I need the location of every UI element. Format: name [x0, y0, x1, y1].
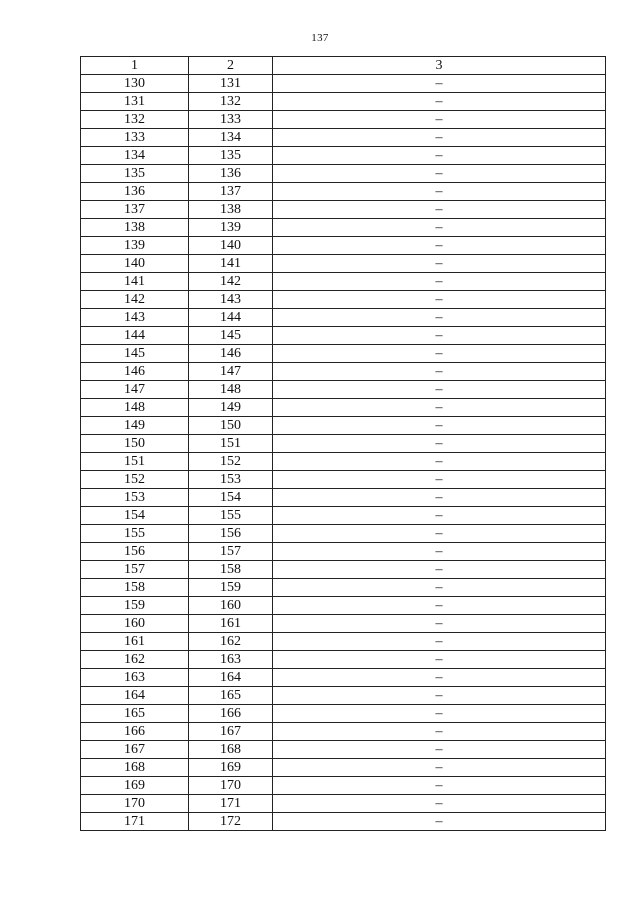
table-cell-col-2: 160 [189, 597, 273, 615]
table-cell-col-2: 139 [189, 219, 273, 237]
table-cell-col-2: 166 [189, 705, 273, 723]
table-row [81, 633, 606, 651]
table-row [81, 183, 606, 201]
table-cell-col-1: 159 [81, 597, 189, 615]
table-row [81, 759, 606, 777]
table-cell-col-1: 142 [81, 291, 189, 309]
table-cell-col-3: – [273, 759, 606, 777]
table-cell-col-3: – [273, 399, 606, 417]
table-cell-col-2: 161 [189, 615, 273, 633]
table-cell-col-1: 171 [81, 813, 189, 831]
table-row [81, 129, 606, 147]
table-cell-col-1: 170 [81, 795, 189, 813]
table-cell-col-3: – [273, 435, 606, 453]
table-cell-col-1: 139 [81, 237, 189, 255]
table-cell-col-3: – [273, 471, 606, 489]
table-cell-col-1: 168 [81, 759, 189, 777]
table-row [81, 777, 606, 795]
table-cell-col-2: 142 [189, 273, 273, 291]
table-cell-col-2: 146 [189, 345, 273, 363]
table-cell-col-3: – [273, 255, 606, 273]
table-cell-col-1: 162 [81, 651, 189, 669]
table-cell-col-2: 154 [189, 489, 273, 507]
table-cell-col-2: 171 [189, 795, 273, 813]
table-cell-col-2: 163 [189, 651, 273, 669]
table-cell-col-1: 160 [81, 615, 189, 633]
table-cell-col-1: 157 [81, 561, 189, 579]
table-cell-col-1: 136 [81, 183, 189, 201]
table-cell-col-2: 141 [189, 255, 273, 273]
table-cell-col-1: 131 [81, 93, 189, 111]
table-row [81, 561, 606, 579]
table-cell-col-2: 132 [189, 93, 273, 111]
table-cell-col-2: 134 [189, 129, 273, 147]
table-cell-col-1: 154 [81, 507, 189, 525]
table-cell-col-1: 161 [81, 633, 189, 651]
table-cell-col-3: – [273, 669, 606, 687]
table-cell-col-3: – [273, 525, 606, 543]
table-cell-col-3: – [273, 219, 606, 237]
table-row [81, 687, 606, 705]
table-cell-col-1: 164 [81, 687, 189, 705]
table-cell-col-3: – [273, 561, 606, 579]
table-row [81, 399, 606, 417]
table-cell-col-3: – [273, 183, 606, 201]
table-cell-col-3: – [273, 651, 606, 669]
table-cell-col-1: 151 [81, 453, 189, 471]
table-row [81, 345, 606, 363]
table-cell-col-3: – [273, 201, 606, 219]
table-cell-col-3: – [273, 579, 606, 597]
table-cell-col-2: 138 [189, 201, 273, 219]
table-cell-col-2: 152 [189, 453, 273, 471]
table-cell-col-3: – [273, 777, 606, 795]
table-cell-col-2: 133 [189, 111, 273, 129]
table-cell-col-1: 155 [81, 525, 189, 543]
table-row [81, 165, 606, 183]
table-cell-col-1: 135 [81, 165, 189, 183]
table-row [81, 363, 606, 381]
table-cell-col-1: 153 [81, 489, 189, 507]
table-cell-col-2: 131 [189, 75, 273, 93]
table-cell-col-3: – [273, 345, 606, 363]
table-cell-col-1: 167 [81, 741, 189, 759]
table-cell-col-3: – [273, 453, 606, 471]
table-cell-col-2: 136 [189, 165, 273, 183]
table-row [81, 237, 606, 255]
table-cell-col-3: – [273, 273, 606, 291]
table-row [81, 813, 606, 831]
table-cell-col-2: 135 [189, 147, 273, 165]
table-row [81, 579, 606, 597]
table-cell-col-3: – [273, 165, 606, 183]
table-cell-col-3: – [273, 309, 606, 327]
table-cell-col-3: – [273, 489, 606, 507]
column-header-1: 1 [81, 57, 189, 75]
table-cell-col-2: 148 [189, 381, 273, 399]
table-cell-col-1: 169 [81, 777, 189, 795]
table-cell-col-2: 159 [189, 579, 273, 597]
table-body [81, 75, 606, 831]
table-cell-col-3: – [273, 327, 606, 345]
table-cell-col-2: 149 [189, 399, 273, 417]
table-row [81, 453, 606, 471]
table-row [81, 291, 606, 309]
table-cell-col-2: 165 [189, 687, 273, 705]
table-cell-col-3: – [273, 93, 606, 111]
table-cell-col-2: 151 [189, 435, 273, 453]
table-row [81, 201, 606, 219]
table-cell-col-3: – [273, 597, 606, 615]
table-cell-col-3: – [273, 129, 606, 147]
table-cell-col-2: 143 [189, 291, 273, 309]
table-row [81, 489, 606, 507]
table-row [81, 543, 606, 561]
table-cell-col-1: 144 [81, 327, 189, 345]
table-cell-col-2: 167 [189, 723, 273, 741]
table-cell-col-2: 153 [189, 471, 273, 489]
table-row [81, 111, 606, 129]
table-row [81, 723, 606, 741]
table-cell-col-1: 138 [81, 219, 189, 237]
table-cell-col-2: 144 [189, 309, 273, 327]
table-cell-col-3: – [273, 363, 606, 381]
table-row [81, 525, 606, 543]
table-cell-col-2: 145 [189, 327, 273, 345]
table-row [81, 309, 606, 327]
table-row [81, 327, 606, 345]
page-number: 137 [311, 32, 329, 44]
table-cell-col-3: – [273, 507, 606, 525]
table-row [81, 597, 606, 615]
table-cell-col-1: 137 [81, 201, 189, 219]
table-cell-col-3: – [273, 795, 606, 813]
table-cell-col-1: 152 [81, 471, 189, 489]
table-cell-col-1: 150 [81, 435, 189, 453]
table-cell-col-1: 130 [81, 75, 189, 93]
table-cell-col-1: 158 [81, 579, 189, 597]
table-cell-col-3: – [273, 615, 606, 633]
table-cell-col-3: – [273, 291, 606, 309]
table-cell-col-3: – [273, 381, 606, 399]
table-row [81, 651, 606, 669]
table-cell-col-3: – [273, 111, 606, 129]
table-row [81, 417, 606, 435]
table-cell-col-3: – [273, 741, 606, 759]
table-cell-col-1: 147 [81, 381, 189, 399]
table-cell-col-3: – [273, 147, 606, 165]
table-cell-col-2: 164 [189, 669, 273, 687]
table-cell-col-2: 137 [189, 183, 273, 201]
table-row [81, 507, 606, 525]
table-cell-col-1: 148 [81, 399, 189, 417]
table-row [81, 381, 606, 399]
table-row [81, 435, 606, 453]
table-cell-col-1: 146 [81, 363, 189, 381]
table-cell-col-2: 155 [189, 507, 273, 525]
table-cell-col-2: 158 [189, 561, 273, 579]
data-table [80, 56, 606, 831]
table-row [81, 615, 606, 633]
column-header-3: 3 [273, 57, 606, 75]
table-cell-col-2: 168 [189, 741, 273, 759]
table-row [81, 147, 606, 165]
table-cell-col-3: – [273, 633, 606, 651]
table-row [81, 273, 606, 291]
table-row [81, 93, 606, 111]
table-cell-col-1: 141 [81, 273, 189, 291]
table-row [81, 669, 606, 687]
table-cell-col-3: – [273, 543, 606, 561]
table-cell-col-3: – [273, 705, 606, 723]
table-row [81, 219, 606, 237]
table-cell-col-1: 134 [81, 147, 189, 165]
table-cell-col-1: 165 [81, 705, 189, 723]
table-cell-col-1: 133 [81, 129, 189, 147]
table-cell-col-2: 156 [189, 525, 273, 543]
table-cell-col-2: 140 [189, 237, 273, 255]
table-cell-col-3: – [273, 687, 606, 705]
table-cell-col-1: 163 [81, 669, 189, 687]
table-cell-col-1: 166 [81, 723, 189, 741]
table-row [81, 75, 606, 93]
table-cell-col-1: 140 [81, 255, 189, 273]
table-cell-col-3: – [273, 417, 606, 435]
table-cell-col-3: – [273, 237, 606, 255]
table-cell-col-1: 132 [81, 111, 189, 129]
table-row [81, 795, 606, 813]
table-cell-col-2: 162 [189, 633, 273, 651]
table-cell-col-3: – [273, 813, 606, 831]
table-row [81, 255, 606, 273]
table-row [81, 741, 606, 759]
table-cell-col-3: – [273, 75, 606, 93]
table-cell-col-2: 150 [189, 417, 273, 435]
table-cell-col-3: – [273, 723, 606, 741]
table-header-row [81, 57, 606, 75]
table-row [81, 705, 606, 723]
table-cell-col-2: 169 [189, 759, 273, 777]
table-cell-col-2: 172 [189, 813, 273, 831]
table-row [81, 471, 606, 489]
column-header-2: 2 [189, 57, 273, 75]
table-cell-col-2: 147 [189, 363, 273, 381]
table-cell-col-1: 143 [81, 309, 189, 327]
table-cell-col-1: 145 [81, 345, 189, 363]
table-cell-col-1: 149 [81, 417, 189, 435]
table-cell-col-2: 170 [189, 777, 273, 795]
table-cell-col-2: 157 [189, 543, 273, 561]
table-cell-col-1: 156 [81, 543, 189, 561]
